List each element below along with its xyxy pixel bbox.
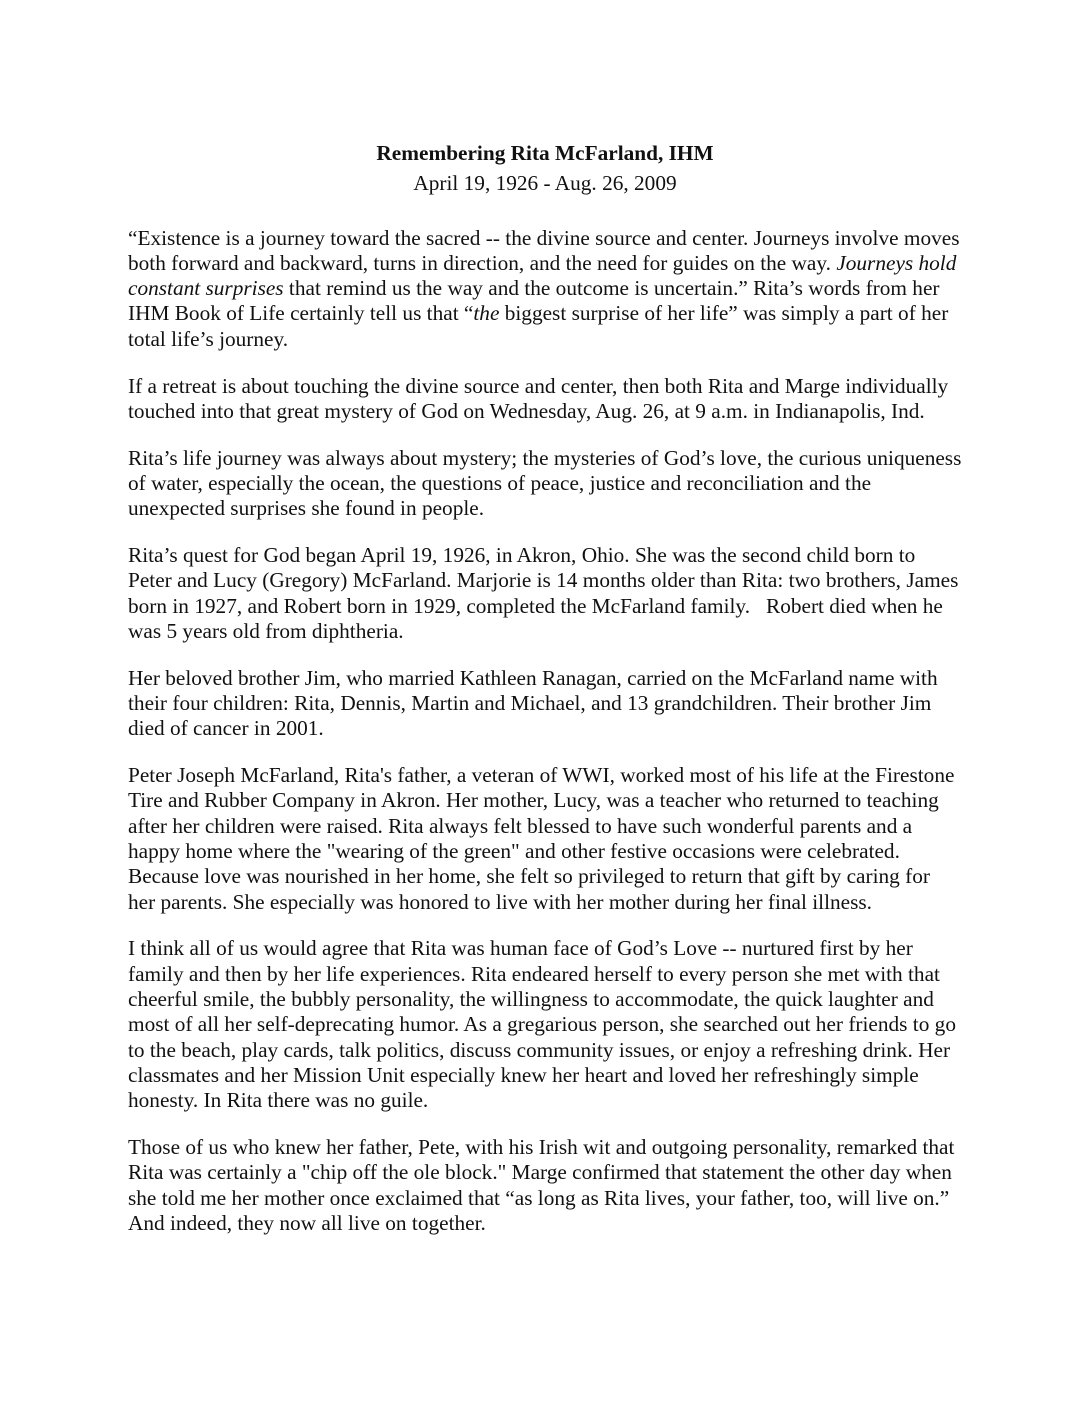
paragraph-1-italic-2: the (473, 301, 500, 326)
paragraph-2: If a retreat is about touching the divine source and center, then both Rita and Marge individually touched into that great mystery of God on Wednesday, Aug. 26, at 9 a.m. in Indianapolis, Ind. (128, 373, 954, 423)
document-dates: April 19, 1926 - Aug. 26, 2009 (413, 171, 677, 196)
paragraph-3: Rita’s life journey was always about mystery; the mysteries of God’s love, the curious uniqueness of water, especially the ocean, the questions of peace, justice and reconciliation and the unexpected surprises she found in people. (128, 445, 967, 521)
paragraph-1-seg-2: that remind us the way and the outcome is uncertain.” Rita’s words from her IHM Book of Life certainly tell us that “ (128, 276, 945, 326)
document-content (128, 141, 967, 1258)
paragraph-5: Her beloved brother Jim, who married Kathleen Ranagan, carried on the McFarland name with their four children: Rita, Dennis, Martin and Michael, and 13 grandchildren. Their brother Jim died of cancer in 2001. (128, 665, 943, 741)
paragraph-7: I think all of us would agree that Rita was human face of God’s Love -- nurtured first by her family and then by her life experiences. Rita endeared herself to every person she met with that cheerful smile, the bubbly personality, the willingness to accommodate, the quick laughter and most of all her self-deprecating humor. As a gregarious person, she searched out her friends to go to the beach, play cards, talk politics, discuss community issues, or enjoy a refreshing drink. Her classmates and her Mission Unit especially knew her heart and loved her refreshingly simple honesty. In Rita there was no guile. (128, 936, 962, 1113)
paragraph-6: Peter Joseph McFarland, Rita's father, a veteran of WWI, worked most of his life at the Firestone Tire and Rubber Company in Akron. Her mother, Lucy, was a teacher who returned to teaching after her children were raised. Rita always felt blessed to have such wonderful parents and a happy home where the "wearing of the green" and other festive occasions were celebrated. Because love was nourished in her home, she felt so privileged to return that gift by caring for her parents. She especially was honored to live with her mother during her final illness. (128, 763, 960, 914)
paragraph-1-italic-1: Journeys hold constant surprises (128, 250, 962, 301)
paragraph-1-seg-4: biggest surprise of her life” was simply a part of her total life’s journey. (128, 301, 954, 351)
paragraph-4: Rita’s quest for God began April 19, 1926, in Akron, Ohio. She was the second child born to Peter and Lucy (Gregory) McFarland. Marjorie is 14 months older than Rita: two brothers, James born in 1927, and Robert born in 1929, completed the McFarland family. Robert died when he was 5 years old from diphtheria. (128, 543, 964, 643)
paragraph-8: Those of us who knew her father, Pete, with his Irish wit and outgoing personality, remarked that Rita was certainly a "chip off the ole block." Marge confirmed that statement the other day when she told me her mother once exclaimed that “as long as Rita lives, your father, too, will live on.” And indeed, they now all live on together. (128, 1135, 960, 1235)
document-title: Remembering Rita McFarland, IHM (376, 141, 714, 165)
paragraph-1-seg-0: “Existence is a journey toward the sacred -- the divine source and center. Journeys involve moves both forward and backward, turns in direction, and the need for guides on the way. (128, 225, 965, 275)
paragraph-1 (128, 225, 965, 352)
